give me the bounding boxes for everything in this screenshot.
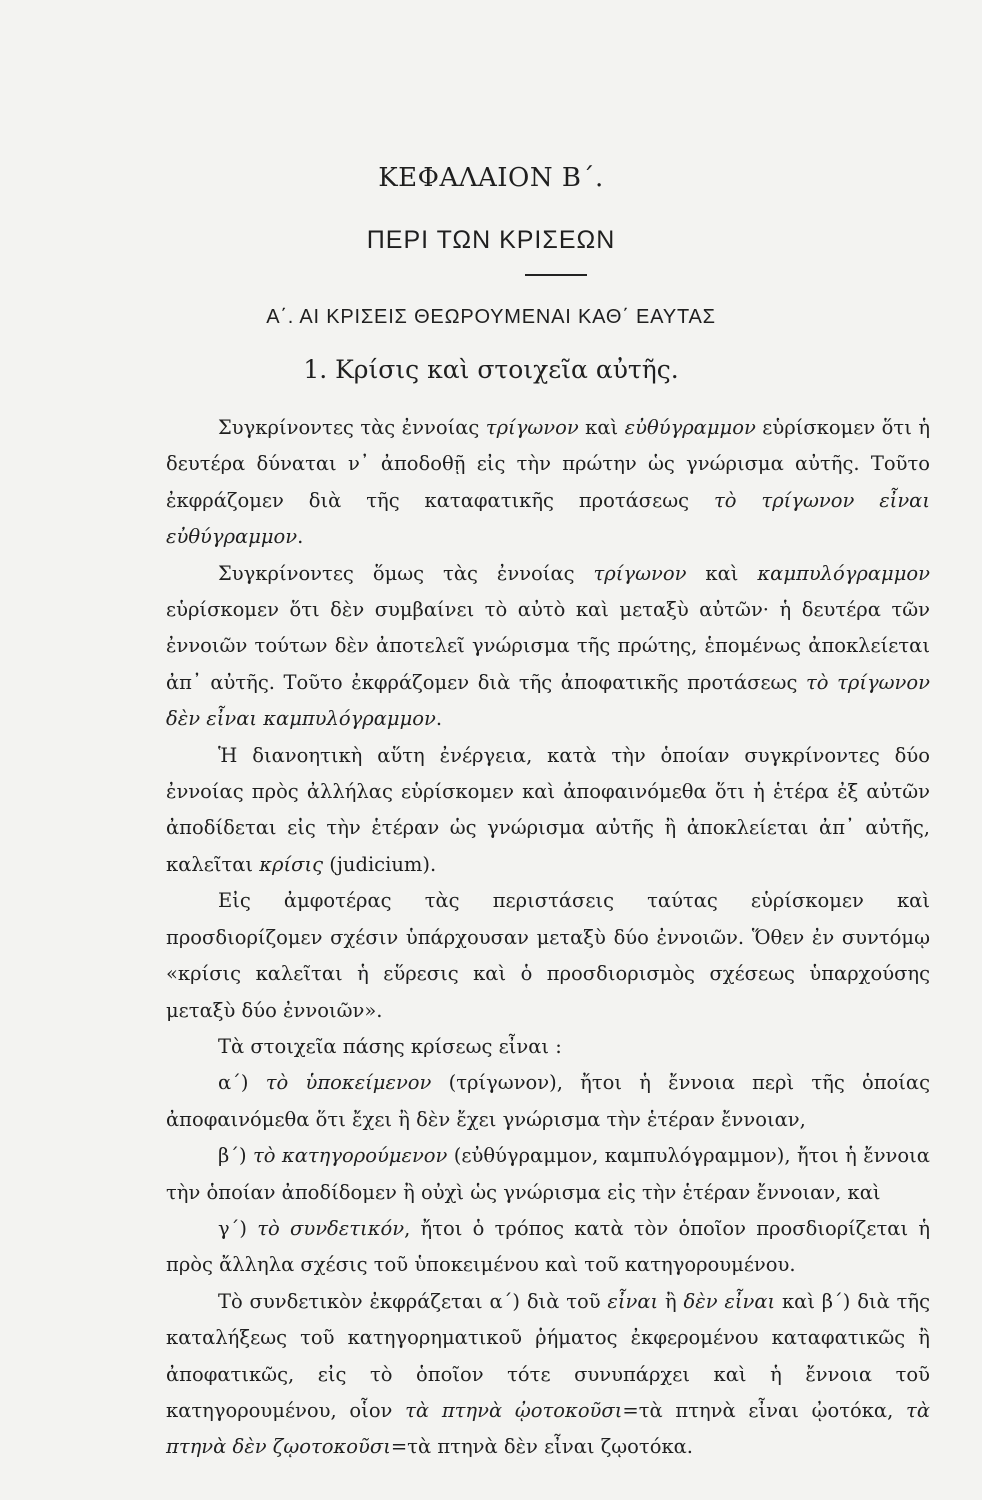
italic-term: τὸ τρίγωνον εἶναι εὐθύγραμμον <box>166 488 931 549</box>
paragraph <box>166 738 930 884</box>
italic-term: τρίγωνον <box>485 416 579 439</box>
text-run: καὶ <box>578 416 625 439</box>
section-heading: Α΄. ΑΙ ΚΡΙΣΕΙΣ ΘΕΩΡΟΥΜΕΝΑΙ ΚΑΘ΄ ΕΑΥΤΑΣ <box>266 306 716 328</box>
paragraph <box>166 883 930 1029</box>
italic-term: κρίσις <box>259 852 324 876</box>
text-run: γ΄) <box>218 1216 258 1240</box>
list-item-subject <box>166 1065 930 1138</box>
paragraph <box>166 1284 930 1466</box>
text-run: Ἡ διανοητικὴ αὕτη ἐνέργεια, κατὰ τὴν ὁποίαν συγκρίνοντες δύο ἐννοίας πρὸς ἀλλήλας εὑρίσκομεν καὶ ἀποφαινόμεθα ὅτι ἡ ἑτέρα ἐξ αὐτῶν ἀποδίδεται εἰς τὴν ἑτέραν ὡς γνώρισμα αὐτῆς ἢ ἀποκλείεται ἀπ᾽ αὐτῆς, καλεῖται <box>166 743 930 876</box>
text-run: =τὰ πτηνὰ δὲν εἶναι ζῳοτόκα. <box>390 1435 694 1459</box>
subsection-heading: 1. Κρίσις καὶ στοιχεῖα αὐτῆς. <box>303 355 679 384</box>
body-text <box>166 410 930 1466</box>
paragraph <box>166 1029 930 1065</box>
italic-term: τὰ πτηνὰ δὲν ζῳοτοκοῦσι <box>166 1398 930 1459</box>
text-run: Συγκρίνοντες τὰς ἐννοίας <box>218 416 486 439</box>
italic-term: τρίγωνον <box>593 561 687 585</box>
italic-term: τὸ συνδετικόν <box>257 1216 405 1240</box>
italic-term: καμπυλόγραμμον <box>757 561 930 585</box>
text-run: β΄) <box>218 1144 254 1168</box>
text-run: (τρίγωνον), ἤτοι ἡ ἔννοια περὶ τῆς ὁποίας ἀποφαινόμεθα ὅτι ἔχει ἢ δὲν ἔχει γνώρισμα τὴν ἑτέραν ἔννοιαν, <box>166 1071 930 1131</box>
italic-term: τὸ κατηγορούμενον <box>253 1144 448 1168</box>
text-run: Τὸ συνδετικὸν ἐκφράζεται α΄) διὰ τοῦ <box>218 1289 608 1313</box>
text-run: ἢ <box>658 1289 684 1313</box>
text-run: (εὐθύγραμμον, καμπυλόγραμμον), ἤτοι ἡ ἔννοια τὴν ὁποίαν ἀποδίδομεν ἢ οὐχὶ ὡς γνώρισμα εἰς τὴν ἑτέραν ἔννοιαν, καὶ <box>166 1144 930 1204</box>
italic-term: εὐθύγραμμον <box>624 416 756 439</box>
text-run: =τὰ πτηνὰ εἶναι ᾠοτόκα, <box>622 1398 907 1422</box>
paragraph <box>166 410 930 556</box>
title-divider <box>525 274 587 276</box>
italic-term: τὰ πτηνὰ ᾠοτοκοῦσι <box>405 1398 623 1422</box>
italic-term: εἶναι <box>607 1289 659 1313</box>
text-run: α΄) <box>218 1071 266 1095</box>
text-run: Τὰ στοιχεῖα πάσης κρίσεως εἶναι : <box>218 1034 562 1058</box>
text-run: Εἰς ἀμφοτέρας τὰς περιστάσεις ταύτας εὑρίσκομεν καὶ προσδιορίζομεν σχέσιν ὑπάρχουσαν μεταξὺ δύο ἐννοιῶν. Ὅθεν ἐν συντόμῳ «κρίσις καλεῖται ἡ εὕρεσις καὶ ὁ προσδιορισμὸς σχέσεως ὑπαρχούσης μεταξὺ δύο ἐννοιῶν». <box>166 889 930 1022</box>
text-run: , ἤτοι ὁ τρόπος κατὰ τὸν ὁποῖον προσδιορίζεται ἡ πρὸς ἄλληλα σχέσις τοῦ ὑποκειμένου καὶ τοῦ κατηγορουμένου. <box>166 1216 931 1277</box>
text-run: (judicium). <box>323 852 437 876</box>
text-run: καὶ β΄) διὰ τῆς καταλήξεως τοῦ κατηγορηματικοῦ ῥήματος ἐκφερομένου καταφατικῶς ἢ ἀποφατικῶς, εἰς τὸ ὁποῖον τότε συνυπάρχει καὶ ἡ ἔννοια τοῦ κατηγορουμένου, οἷον <box>166 1289 930 1422</box>
text-run: εὑρίσκομεν ὅτι δὲν συμβαίνει τὸ αὐτὸ καὶ μεταξὺ αὐτῶν· ἡ δευτέρα τῶν ἐννοιῶν τούτων δὲν ἀποτελεῖ γνώρισμα τῆς πρώτης, ἑπομένως ἀποκλείεται ἀπ᾽ αὐτῆς. Τοῦτο ἐκφράζομεν διὰ τῆς ἀποφατικῆς προτάσεως <box>166 598 930 694</box>
italic-term: τὸ τρίγωνον δὲν εἶναι καμπυλόγραμμον <box>166 670 930 731</box>
text-run: εὑρίσκομεν ὅτι ἡ δευτέρα δύναται ν᾽ ἀποδοθῇ εἰς τὴν πρώτην ὡς γνώρισμα αὐτῆς. Τοῦτο ἐκφράζομεν διὰ τῆς καταφατικῆς προτάσεως <box>166 416 930 512</box>
paragraph <box>166 556 930 738</box>
chapter-title: ΠΕΡΙ ΤΩΝ ΚΡΙΣΕΩΝ <box>366 226 616 254</box>
text-run: . <box>435 707 443 731</box>
list-item-copula <box>166 1211 930 1284</box>
text-run: . <box>297 525 304 549</box>
text-run: Συγκρίνοντες ὅμως τὰς ἐννοίας <box>218 561 594 585</box>
chapter-heading: ΚΕΦΑΛΑΙΟΝ Β΄. <box>378 163 604 193</box>
italic-term: δὲν εἶναι <box>683 1289 776 1313</box>
text-run: καὶ <box>686 561 758 585</box>
list-item-predicate <box>166 1138 930 1211</box>
italic-term: τὸ ὑποκείμενον <box>265 1071 432 1095</box>
